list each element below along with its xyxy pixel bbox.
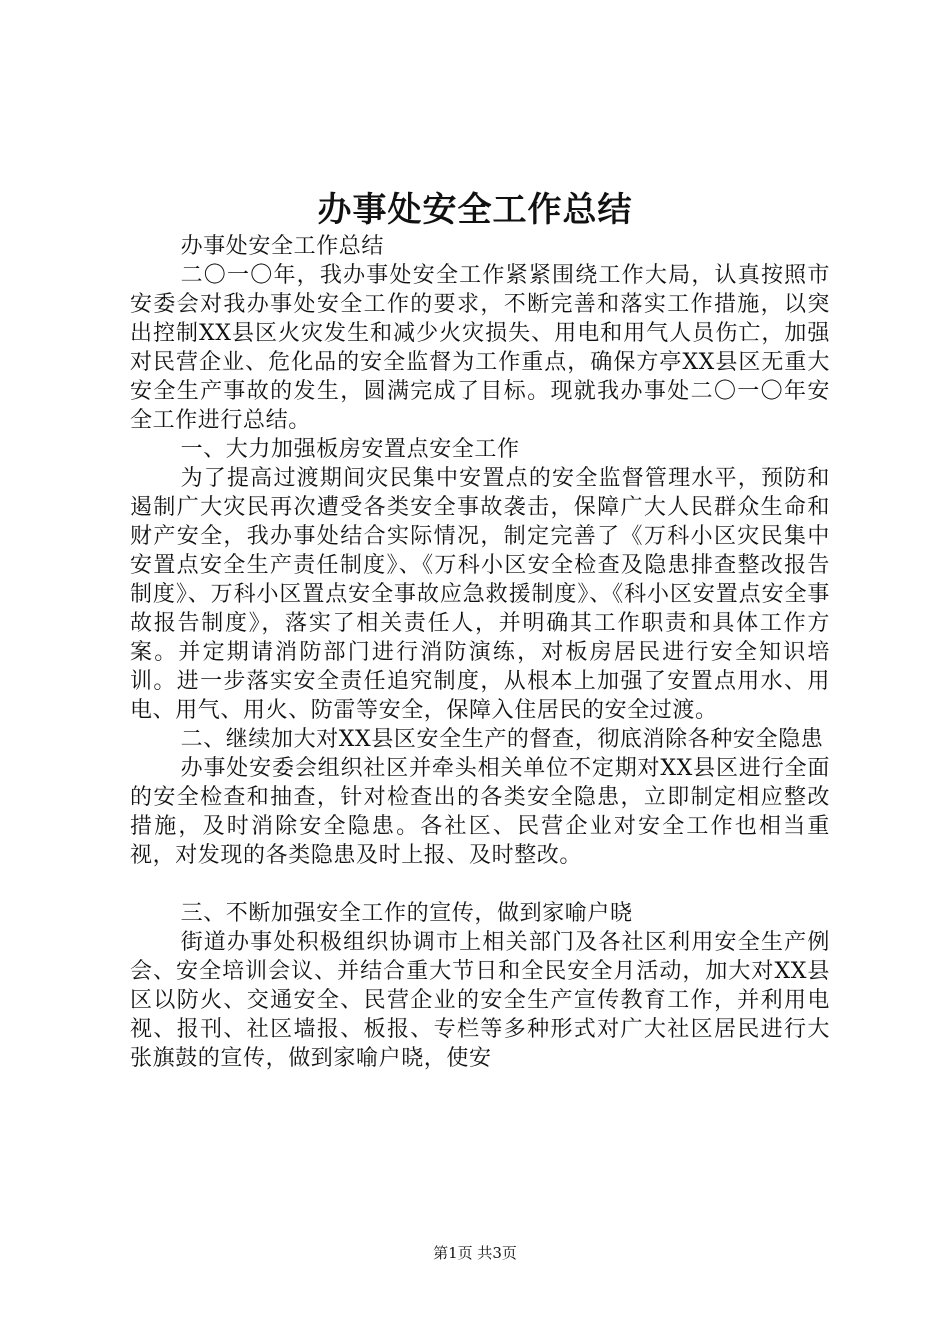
section-heading-1: 一、大力加强板房安置点安全工作 [180,437,520,462]
paragraph-spacer [130,870,830,899]
document-body [130,232,830,1073]
section-heading-2: 二、继续加大对XX县区安全生产的督查，彻底消除各种安全隐患 [180,727,824,752]
page-number-footer: 第1页 共3页 [433,1244,517,1262]
subtitle-paragraph: 办事处安全工作总结 [180,234,384,259]
section-paragraph-2: 办事处安委会组织社区并牵头相关单位不定期对XX县区进行全面的安全检查和抽查，针对检查出的各类安全隐患，立即制定相应整改措施，及时消除安全隐患。各社区、民营企业对安全工作也相当重视，对发现的各类隐患及时上报、及时整改。 [130,756,830,868]
intro-paragraph: 二〇一〇年，我办事处安全工作紧紧围绕工作大局，认真按照市安委会对我办事处安全工作的要求，不断完善和落实工作措施，以突出控制XX县区火灾发生和减少火灾损失、用电和用气人员伤亡，加强对民营企业、危化品的安全监督为工作重点，确保方亭XX县区无重大安全生产事故的发生，圆满完成了目标。现就我办事处二〇一〇年安全工作进行总结。 [130,263,830,433]
section-heading-3: 三、不断加强安全工作的宣传，做到家喻户晓 [180,901,633,926]
section-paragraph-1: 为了提高过渡期间灾民集中安置点的安全监督管理水平，预防和遏制广大灾民再次遭受各类安全事故袭击，保障广大人民群众生命和财产安全，我办事处结合实际情况，制定完善了《万科小区灾民集中安置点安全生产责任制度》、《万科小区安全检查及隐患排查整改报告制度》、万科小区置点安全事故应急救援制度》、《科小区安置点安全事故报告制度》，落实了相关责任人，并明确其工作职责和具体工作方案。并定期请消防部门进行消防演练，对板房居民进行安全知识培训。进一步落实安全责任追究制度，从根本上加强了安置点用水、用电、用气、用火、防雷等安全，保障入住居民的安全过渡。 [130,466,830,723]
document-title: 办事处安全工作总结 [317,190,633,230]
section-paragraph-3: 街道办事处积极组织协调市上相关部门及各社区利用安全生产例会、安全培训会议、并结合重大节日和全民安全月活动，加大对XX县区以防火、交通安全、民营企业的安全生产宣传教育工作，并利用电视、报刊、社区墙报、板报、专栏等多种形式对广大社区居民进行大张旗鼓的宣传，做到家喻户晓，使安 [130,930,830,1071]
